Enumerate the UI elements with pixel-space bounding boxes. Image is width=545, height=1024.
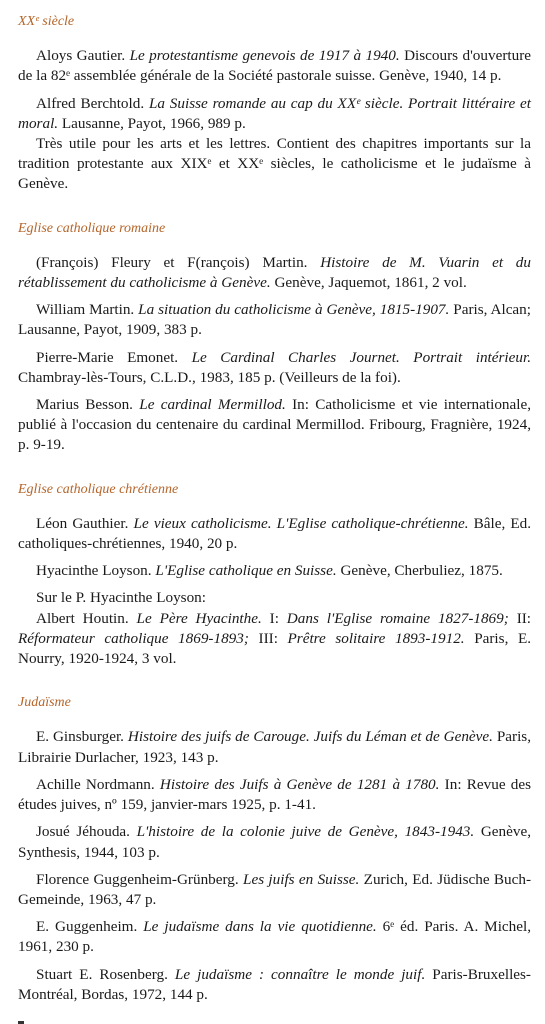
entry-details: Lausanne, Payot, 1966, 989 p. [61, 114, 246, 132]
bib-entry [18, 917, 531, 957]
entry-title: Le Cardinal Charles Journet. Portrait intérieur. [191, 348, 531, 366]
entry-author: (François) Fleury et F(rançois) Martin. [36, 253, 308, 271]
bib-entry [18, 727, 531, 767]
bib-entry [18, 300, 531, 340]
entry-details: Discours d'ouverture de la 82ᵉ assemblée générale de la Société pastorale suisse. Genève, 1940, 14 p. [18, 47, 531, 85]
bib-entry [18, 395, 531, 456]
entry-title: Le vieux catholicisme. L'Eglise catholique-chrétienne. [133, 514, 469, 532]
bib-entry [18, 348, 531, 388]
entry-author: Léon Gauthier. [36, 514, 129, 532]
entry-title: Le judaïsme dans la vie quotidienne. [143, 918, 377, 936]
entry-details: Genève, Cherbuliez, 1875. [340, 562, 503, 580]
section-title: Eglise catholique chrétienne [18, 481, 179, 497]
entry-part-label: I: [269, 609, 279, 627]
section-title: XXᵉ siècle [18, 14, 75, 29]
entry-details: Paris, E. Nourry, 1920-1924, 3 vol. [18, 629, 532, 668]
entry-author: Hyacinthe Loyson. [36, 562, 152, 580]
entry-note: Très utile pour les arts et les lettres. Contient des chapitres importants sur la tradition protestante aux XIXᵉ et XXᵉ siècles, le catholicisme et le judaïsme à Genève. [18, 135, 531, 193]
entry-details: Paris-Bruxelles-Montréal, Bordas, 1972, 144 p. [18, 965, 531, 1003]
entry-details: Zurich, Ed. Jüdische Buch-Gemeinde, 1963, 47 p. [18, 870, 531, 908]
entry-title: Le protestantisme genevois de 1917 à 1940. [129, 47, 400, 65]
entry-author: Alfred Berchtold. [36, 94, 145, 112]
section-title: Judaïsme [18, 695, 71, 711]
entry-title: L'Eglise catholique en Suisse. [155, 562, 337, 580]
entry-title: La Suisse romande au cap du XXᵉ siècle. Portrait littéraire et moral. [18, 94, 532, 132]
entry-details: Chambray-lès-Tours, C.L.D., 1983, 185 p. (Veilleurs de la foi). [18, 368, 401, 386]
entry-title: Histoire des juifs de Carouge. Juifs du Léman et de Genève. [127, 728, 493, 746]
entry-details: In: Catholicisme et vie internationale, publié à l'occasion du centenaire du cardinal Mermillod. Fribourg, Fragnière, 1924, p. 9-19. [18, 396, 532, 454]
section-eglise-catholique-chretienne [18, 480, 531, 670]
bib-entry [18, 609, 531, 670]
section-title: Eglise catholique romaine [18, 220, 166, 236]
entry-details: Paris, Librairie Durlacher, 1923, 143 p. [18, 728, 532, 766]
entry-author: Albert Houtin. [36, 609, 129, 627]
entry-part-label: II: [516, 609, 532, 627]
section-eglise-catholique-romaine [18, 219, 531, 456]
bib-entry [18, 94, 531, 134]
entry-part-label: III: [258, 629, 278, 647]
entry-title: Le judaïsme : connaître le monde juif. [174, 965, 426, 983]
entry-title: Réformateur catholique 1869-1893; [18, 629, 249, 647]
bib-entry [18, 46, 531, 86]
bib-entry [18, 253, 531, 293]
sub-heading: Sur le P. Hyacinthe Loyson: [36, 589, 206, 607]
entry-details: In: Revue des études juives, nº 159, janvier-mars 1925, p. 1-41. [18, 775, 532, 814]
entry-title: Dans l'Eglise romaine 1827-1869; [286, 609, 509, 627]
entry-title: La situation du catholicisme à Genève, 1815-1907. [138, 301, 450, 319]
entry-title: Les juifs en Suisse. [243, 870, 360, 888]
entry-details: Genève, Jaquemot, 1861, 2 vol. [274, 274, 467, 292]
entry-details: 6ᵉ éd. Paris. A. Michel, 1961, 230 p. [18, 918, 532, 956]
entry-author: Marius Besson. [36, 396, 133, 414]
entry-title: Le cardinal Mermillod. [139, 396, 286, 414]
entry-author: Pierre-Marie Emonet. [36, 348, 179, 366]
entry-author: William Martin. [36, 301, 135, 319]
bib-entry [18, 965, 531, 1005]
entry-author: Aloys Gautier. [36, 47, 126, 65]
bib-entry [18, 775, 531, 815]
bib-entry [18, 822, 531, 862]
entry-title: Histoire de M. Vuarin et du rétablissement du catholicisme à Genève. [18, 253, 531, 292]
entry-details: Paris, Alcan; Lausanne, Payot, 1909, 383 p. [18, 301, 531, 339]
entry-author: E. Guggenheim. [36, 918, 138, 936]
entry-author: Stuart E. Rosenberg. [36, 965, 168, 983]
entry-details: Bâle, Ed. catholiques-chrétiennes, 1940, 20 p. [18, 514, 532, 553]
entry-author: Josué Jéhouda. [36, 823, 130, 841]
entry-author: Achille Nordmann. [36, 775, 155, 793]
entry-author: E. Ginsburger. [36, 728, 124, 746]
entry-title: Le Père Hyacinthe. [136, 609, 262, 627]
entry-details: Genève, Synthesis, 1944, 103 p. [18, 823, 532, 861]
entry-title: L'histoire de la colonie juive de Genève, 1843-1943. [136, 823, 475, 841]
entry-title: Histoire des Juifs à Genève de 1281 à 1780. [159, 775, 440, 793]
bib-entry [18, 514, 531, 554]
bib-entry [18, 561, 531, 581]
entry-title: Prêtre solitaire 1893-1912. [287, 629, 465, 647]
bib-entry [18, 870, 531, 910]
entry-author: Florence Guggenheim-Grünberg. [36, 870, 239, 888]
section-xxe-siecle [18, 12, 531, 195]
section-judaisme [18, 693, 531, 1005]
